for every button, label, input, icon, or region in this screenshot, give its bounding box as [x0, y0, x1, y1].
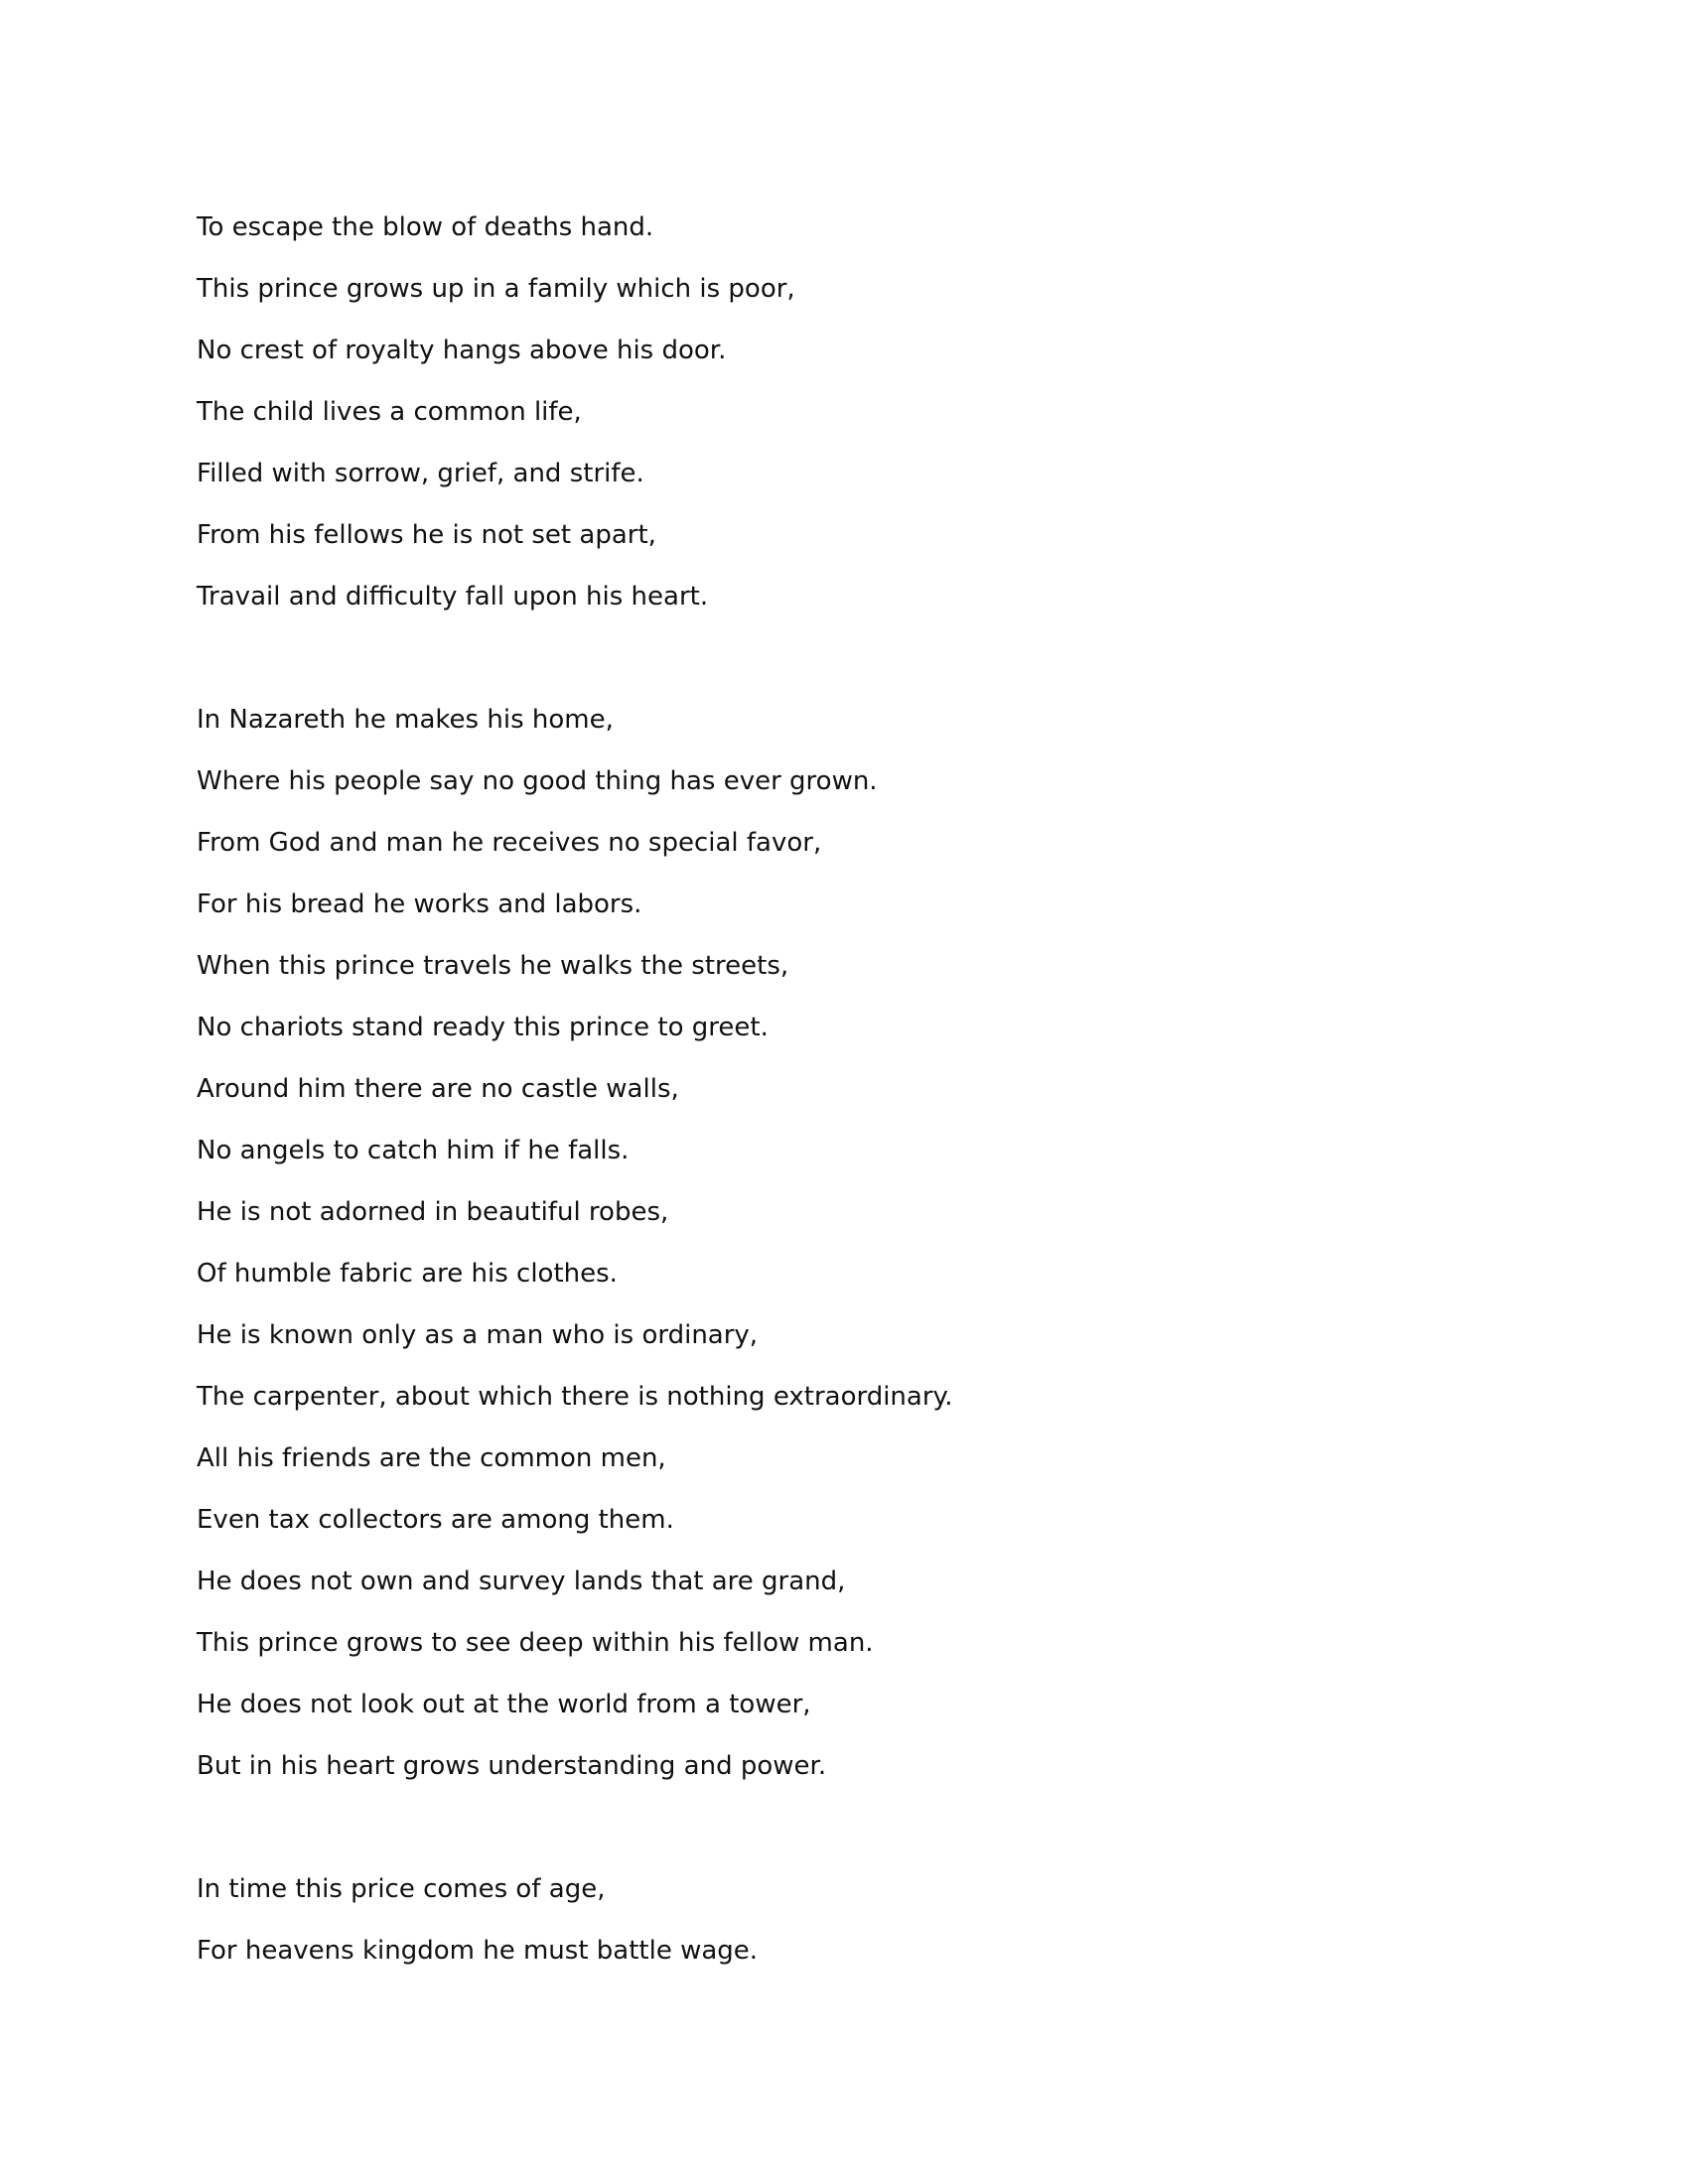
poem-line: But in his heart grows understanding and power. [197, 1751, 827, 1781]
poem-line: He does not look out at the world from a tower, [197, 1690, 811, 1719]
poem-line: No angels to catch him if he falls. [197, 1136, 630, 1165]
poem-line: For heavens kingdom he must battle wage. [197, 1936, 759, 1966]
poem-line: No chariots stand ready this prince to greet. [197, 1013, 769, 1042]
poem-line: This prince grows to see deep within his fellow man. [197, 1628, 874, 1658]
poem-line: In Nazareth he makes his home, [197, 705, 614, 735]
poem-line: In time this price comes of age, [197, 1874, 606, 1904]
poem-line: All his friends are the common men, [197, 1443, 666, 1473]
poem-line: Filled with sorrow, grief, and strife. [197, 459, 644, 488]
poem-line: Where his people say no good thing has ever grown. [197, 766, 878, 796]
poem-line: To escape the blow of deaths hand. [197, 212, 654, 242]
poem-line: Around him there are no castle walls, [197, 1074, 679, 1104]
poem-line: He is known only as a man who is ordinary, [197, 1320, 759, 1350]
poem-line: He is not adorned in beautiful robes, [197, 1197, 669, 1227]
poem-line: From his fellows he is not set apart, [197, 520, 656, 550]
poem-line: He does not own and survey lands that are grand, [197, 1567, 846, 1596]
poem-line: The child lives a common life, [197, 397, 582, 427]
poem-line: Even tax collectors are among them. [197, 1505, 674, 1535]
poem-line: For his bread he works and labors. [197, 889, 642, 919]
stanza-2 [197, 689, 1487, 1797]
poem-line: Travail and difficulty fall upon his heart. [197, 582, 709, 612]
poem-line: The carpenter, about which there is nothing extraordinary. [197, 1382, 953, 1412]
stanza-3 [197, 1858, 1487, 1981]
poem-line: When this prince travels he walks the streets, [197, 951, 789, 981]
poem-body [197, 197, 1487, 1981]
poem-line: No crest of royalty hangs above his door. [197, 336, 727, 365]
poem-line: Of humble fabric are his clothes. [197, 1259, 618, 1289]
poem-line: This prince grows up in a family which is poor, [197, 274, 795, 304]
poem-line: From God and man he receives no special favor, [197, 828, 822, 858]
stanza-1 [197, 197, 1487, 627]
